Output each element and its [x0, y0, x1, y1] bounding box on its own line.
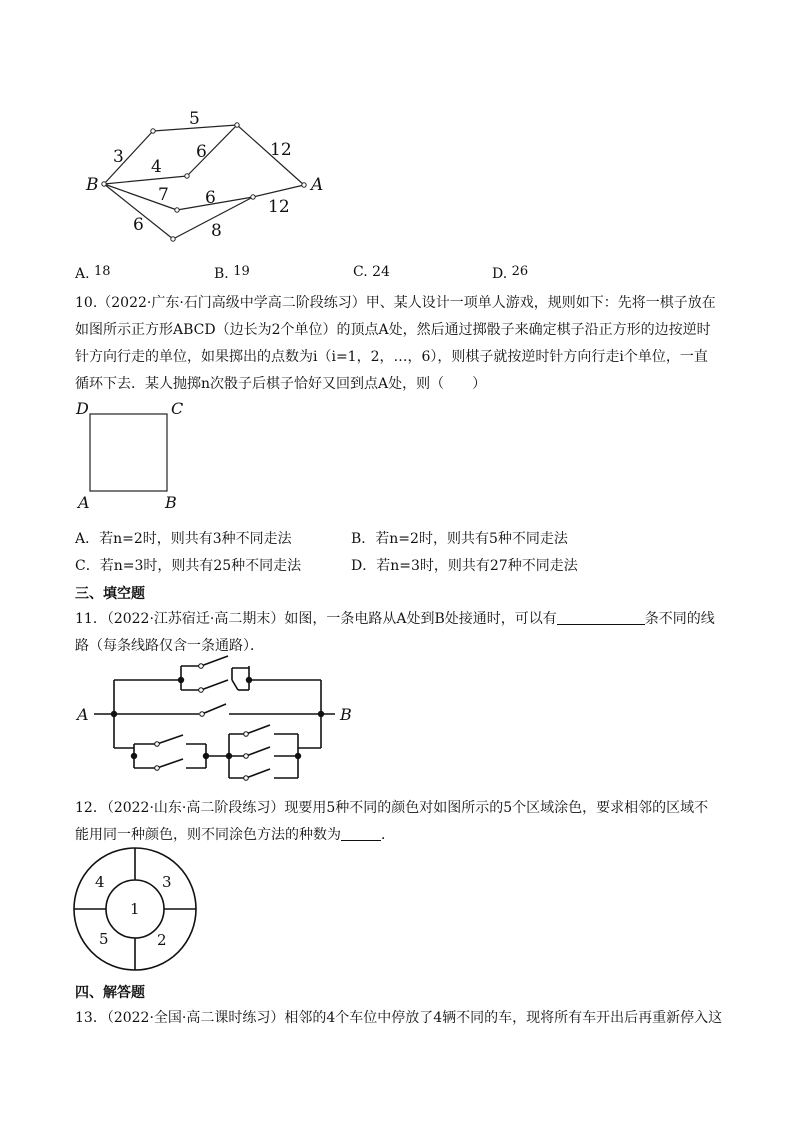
edge-label: 6 — [133, 215, 144, 235]
vertex-a-label: A — [78, 493, 90, 512]
q11-text: 11．（2022·江苏宿迁·高二期末）如图，一条电路从A处到B处接通时，可以有 — [75, 611, 557, 627]
option-value: 26 — [511, 264, 529, 279]
q11-line-2: 路（每条线路仅含一条通路）． — [75, 638, 264, 654]
edge-label: 4 — [151, 157, 162, 177]
region-1-label: 1 — [130, 900, 140, 918]
edge-label: 8 — [211, 221, 222, 241]
vertex-c-label: C — [171, 399, 184, 418]
q10-line: 如图所示正方形ABCD（边长为2个单位）的顶点A处，然后通过掷骰子来确定棋子沿正方形的边按逆时 — [75, 322, 711, 338]
section-heading-fill-in: 三、填空题 — [75, 586, 145, 602]
q10-option-c: C．若n=3时，则共有25种不同走法 — [75, 558, 302, 574]
section-heading-answer: 四、解答题 — [75, 985, 145, 1001]
option-letter: A. — [75, 266, 90, 282]
q10-line: 循环下去．某人抛掷n次骰子后棋子恰好又回到点A处，则（ ） — [75, 376, 487, 392]
option-value: 19 — [233, 264, 250, 279]
circuit-b-label: B — [340, 705, 352, 724]
edge-label: 3 — [113, 147, 124, 167]
option-letter: D. — [492, 266, 508, 282]
option-letter: C. — [353, 264, 368, 280]
region-4-label: 4 — [95, 873, 105, 891]
option-value: 18 — [94, 264, 111, 279]
edge-label: 12 — [270, 140, 292, 160]
q10-option-a: A．若n=2时，则共有3种不同走法 — [75, 531, 292, 547]
region-5-label: 5 — [99, 930, 109, 948]
edge-label: 12 — [268, 197, 290, 217]
q10-option-d: D．若n=3时，则共有27种不同走法 — [351, 558, 578, 574]
q10-line: 10.（2022·广东·石门高级中学高二阶段练习）甲、某人设计一项单人游戏，规则如下：先将一棋子放在 — [75, 295, 716, 311]
edge-label: 6 — [196, 142, 207, 162]
option-value: 24 — [372, 264, 390, 280]
q12-line-1: 12．（2022·山东·高二阶段练习）现要用5种不同的颜色对如图所示的5个区域涂色，要求相邻的区域不 — [75, 800, 709, 816]
q13-line-1: 13．（2022·全国·高二课时练习）相邻的4个车位中停放了4辆不同的车，现将所有车开出后再重新停入这 — [75, 1010, 723, 1026]
vertex-b-label: B — [165, 493, 177, 512]
edge-label: 5 — [189, 109, 200, 129]
edge-label: 7 — [158, 185, 169, 205]
q12-text-tail: ． — [381, 827, 395, 843]
circuit-a-label: A — [77, 705, 89, 724]
option-letter: B. — [214, 266, 229, 282]
q12-text: 能用同一种颜色，则不同涂色方法的种数为 — [75, 827, 341, 843]
region-3-label: 3 — [162, 873, 172, 891]
node-a-label: A — [311, 175, 324, 195]
q10-option-b: B．若n=2时，则共有5种不同走法 — [351, 531, 568, 547]
q11-text-tail: 条不同的线 — [644, 611, 715, 627]
edge-label: 6 — [205, 188, 216, 208]
vertex-d-label: D — [76, 399, 89, 418]
q10-line: 针方向行走的单位，如果掷出的点数为i（i=1，2，…，6），则棋子就按逆时针方向行走i个单位，一直 — [75, 349, 708, 365]
region-2-label: 2 — [157, 931, 167, 949]
node-b-label: B — [86, 175, 99, 195]
